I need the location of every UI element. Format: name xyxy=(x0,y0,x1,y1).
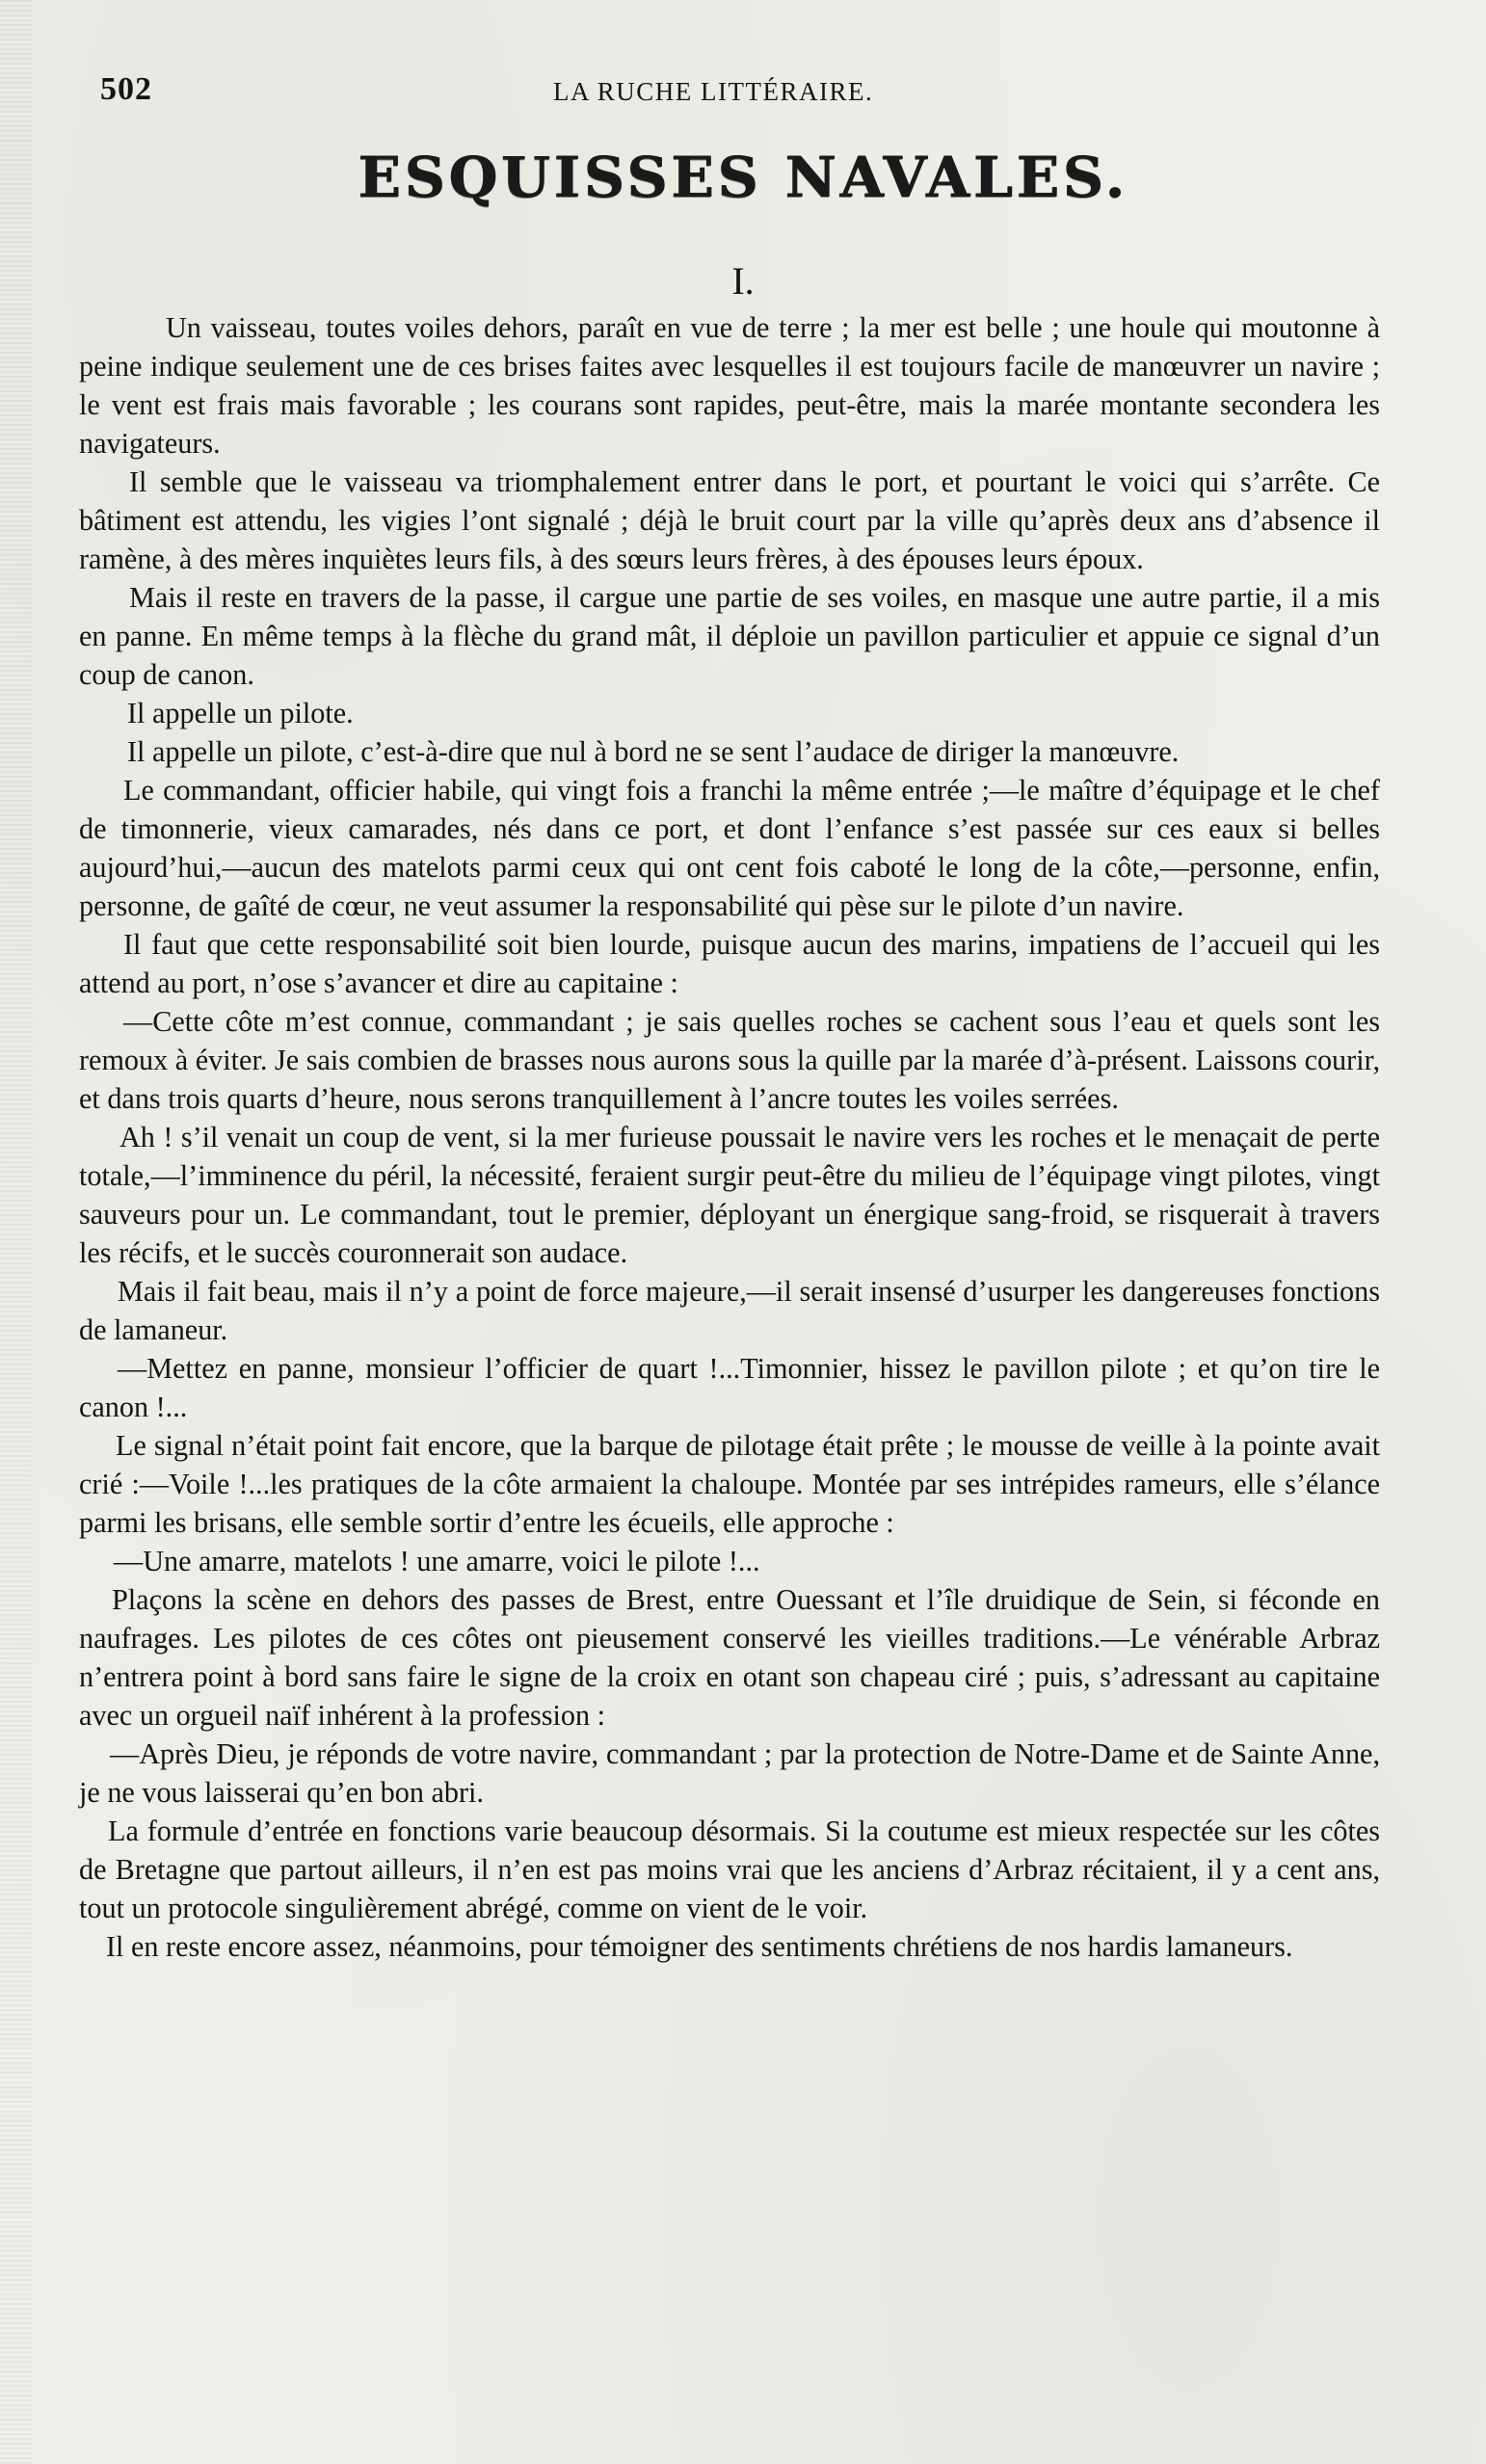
paragraph: Un vaisseau, toutes voiles dehors, paraît en vue de terre ; la mer est belle ; une houle qui moutonne à peine indique seulement une de ces brises faites avec lesquelles il est toujours facile de manœuvrer un navire ; le vent est frais mais favorable ; les courans sont rapides, peut-être, mais la marée montante secondera les navigateurs. xyxy=(79,311,1380,460)
running-head xyxy=(100,71,1382,110)
paragraph: —Mettez en panne, monsieur l’officier de quart !...Timonnier, hissez le pavillon pilote ; et qu’on tire le canon !... xyxy=(79,1352,1380,1423)
paragraph: Il appelle un pilote. xyxy=(127,697,354,729)
paragraph: —Après Dieu, je réponds de votre navire, commandant ; par la protection de Notre-Dame et de Sainte Anne, je ne vous laisserai qu’en bon abri. xyxy=(79,1737,1380,1809)
section-number: I. xyxy=(731,259,755,303)
paragraph: Il semble que le vaisseau va triomphalement entrer dans le port, et pourtant le voici qui s’arrête. Ce bâtiment est attendu, les vigies l’ont signalé ; déjà le bruit court par la ville qu’après deux ans d’absence il ramène, à des mères inquiètes leurs fils, à des sœurs leurs frères, à des épouses leurs époux. xyxy=(79,465,1380,575)
article-title: ESQUISSES NAVALES. xyxy=(358,145,1128,210)
paragraph: Le signal n’était point fait encore, que la barque de pilotage était prête ; le mousse de veille à la pointe avait crié :—Voile !...les pratiques de la côte armaient la chaloupe. Montée par ses intrépides rameurs, elle s’élance parmi les brisans, elle semble sortir d’entre les écueils, elle approche : xyxy=(79,1429,1380,1539)
paragraph: Ah ! s’il venait un coup de vent, si la mer furieuse poussait le navire vers les roches et le menaçait de perte totale,—l’imminence du péril, la nécessité, feraient surgir peut-être du milieu de l’équipage vingt pilotes, vingt sauveurs pour un. Le commandant, tout le premier, déployant un énergique sang-froid, se risquerait à travers les récifs, et le succès couronnerait son audace. xyxy=(79,1121,1380,1269)
paragraph: La formule d’entrée en fonctions varie beaucoup désormais. Si la coutume est mieux respectée sur les côtes de Bretagne que partout ailleurs, il n’en est pas moins vrai que les anciens d’Arbraz récitaient, il y a cent ans, tout un protocole singulièrement abrégé, comme on vient de le voir. xyxy=(79,1815,1380,1924)
page-edge-texture xyxy=(0,0,33,2464)
paragraph: Mais il reste en travers de la passe, il cargue une partie de ses voiles, en masque une autre partie, il a mis en panne. En même temps à la flèche du grand mât, il déploie un pavillon particulier et appuie ce signal d’un coup de canon. xyxy=(79,581,1380,691)
paragraph: Il faut que cette responsabilité soit bien lourde, puisque aucun des marins, impatiens de l’accueil qui les attend au port, n’ose s’avancer et dire au capitaine : xyxy=(79,928,1380,999)
journal-title: LA RUCHE LITTÉRAIRE. xyxy=(553,77,874,106)
paragraph: —Une amarre, matelots ! une amarre, voici le pilote !... xyxy=(114,1545,760,1577)
paragraph: Il en reste encore assez, néanmoins, pour témoigner des sentiments chrétiens de nos hardis lamaneurs. xyxy=(106,1930,1293,1963)
paragraph: —Cette côte m’est connue, commandant ; je sais quelles roches se cachent sous l’eau et quels sont les remoux à éviter. Je sais combien de brasses nous aurons sous la quille par la marée d’à-présent. Laissons courir, et dans trois quarts d’heure, nous serons tranquillement à l’ancre toutes les voiles serrées. xyxy=(79,1005,1380,1115)
page-number: 502 xyxy=(100,71,152,107)
paragraph: Mais il fait beau, mais il n’y a point de force majeure,—il serait insensé d’usurper les dangereuses fonctions de lamaneur. xyxy=(79,1275,1380,1346)
paragraph: Plaçons la scène en dehors des passes de Brest, entre Ouessant et l’île druidique de Sein, si féconde en naufrages. Les pilotes de ces côtes ont pieusement conservé les vieilles traditions.—Le vénérable Arbraz n’entrera point à bord sans faire le signe de la croix en otant son chapeau ciré ; puis, s’adressant au capitaine avec un orgueil naïf inhérent à la profession : xyxy=(79,1583,1380,1732)
paragraph: Il appelle un pilote, c’est-à-dire que nul à bord ne se sent l’audace de diriger la manœuvre. xyxy=(127,735,1180,768)
paragraph: Le commandant, officier habile, qui vingt fois a franchi la même entrée ;—le maître d’équipage et le chef de timonnerie, vieux camarades, nés dans ce port, et dont l’enfance s’est passée sur ces eaux si belles aujourd’hui,—aucun des matelots parmi ceux qui ont cent fois caboté le long de la côte,—personne, enfin, personne, de gaîté de cœur, ne veut assumer la responsabilité qui pèse sur le pilote d’un navire. xyxy=(79,774,1380,922)
article-body xyxy=(79,308,1380,1966)
